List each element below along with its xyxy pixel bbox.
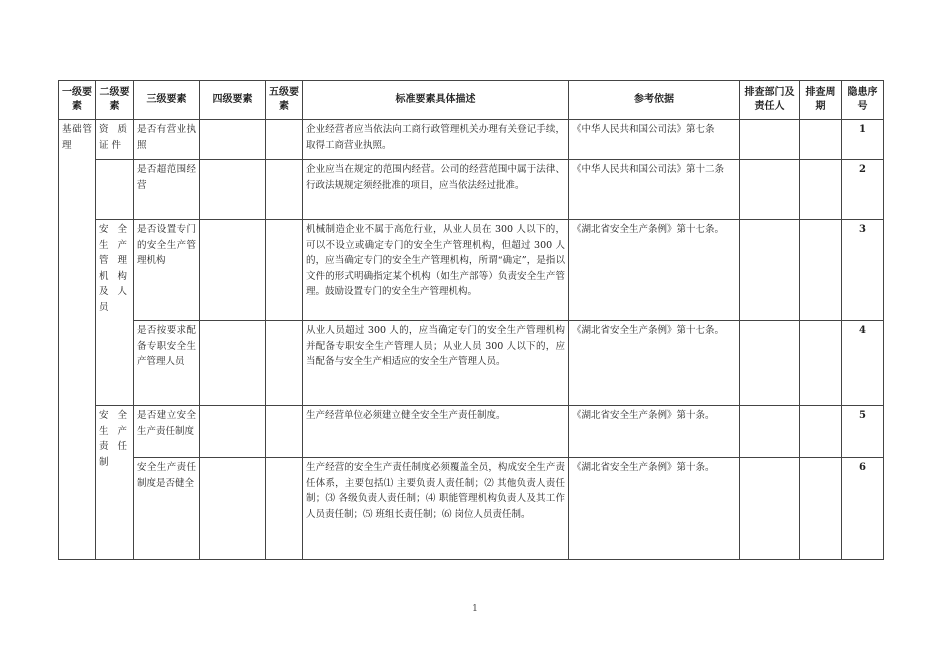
department-cell — [740, 458, 800, 560]
department-cell — [740, 220, 800, 321]
level5-cell — [266, 120, 303, 160]
reference-cell: 《湖北省安全生产条例》第十条。 — [569, 458, 740, 560]
sequence-cell: 4 — [842, 321, 884, 406]
table-row — [59, 458, 884, 560]
cycle-cell — [800, 458, 842, 560]
header-level2: 二级要素 — [96, 81, 134, 120]
level3-cell: 是否超范围经营 — [134, 160, 200, 220]
level5-cell — [266, 406, 303, 458]
level4-cell — [200, 321, 266, 406]
reference-cell: 《中华人民共和国公司法》第七条 — [569, 120, 740, 160]
header-cycle: 排查周期 — [800, 81, 842, 120]
level2-qualification: 资质证件 — [96, 120, 134, 160]
sequence-cell: 1 — [842, 120, 884, 160]
cycle-cell — [800, 321, 842, 406]
header-row — [59, 81, 884, 120]
description-cell: 企业经营者应当依法向工商行政管理机关办理有关登记手续，取得工商营业执照。 — [303, 120, 569, 160]
level3-cell: 是否按要求配备专职安全生产管理人员 — [134, 321, 200, 406]
header-level4: 四级要素 — [200, 81, 266, 120]
level3-cell: 是否建立安全生产责任制度 — [134, 406, 200, 458]
header-level1: 一级要素 — [59, 81, 96, 120]
level5-cell — [266, 160, 303, 220]
description-cell: 机械制造企业不属于高危行业，从业人员在 300 人以下的，可以不设立或确定专门的安全生产管理机构，但超过 300 人的，应当确定专门的安全生产管理机构，所谓“确定”，是指以文件的形式明确指定某个机构（如生产部等）负责安全生产管理。鼓励设置专门的安全生产管理机构。 — [303, 220, 569, 321]
hazard-checklist-table — [58, 80, 884, 560]
table-row — [59, 120, 884, 160]
sequence-cell: 5 — [842, 406, 884, 458]
reference-cell: 《湖北省安全生产条例》第十七条。 — [569, 321, 740, 406]
header-department: 排查部门及责任人 — [740, 81, 800, 120]
table-row — [59, 321, 884, 406]
table-row — [59, 160, 884, 220]
level3-cell: 是否有营业执照 — [134, 120, 200, 160]
page-number: 1 — [472, 604, 478, 614]
description-cell: 生产经营的安全生产责任制度必须覆盖全员，构成安全生产责任体系，主要包括⑴ 主要负责人责任制；⑵ 其他负责人责任制；⑶ 各级负责人责任制；⑷ 职能管理机构负责人及其工作人员责任制；⑸ 班组长责任制；⑹ 岗位人员责任制。 — [303, 458, 569, 560]
level4-cell — [200, 220, 266, 321]
level3-cell: 是否设置专门的安全生产管理机构 — [134, 220, 200, 321]
sequence-cell: 2 — [842, 160, 884, 220]
department-cell — [740, 406, 800, 458]
level2-safety-organization: 安全生产管理机构及人员 — [96, 220, 134, 406]
reference-cell: 《中华人民共和国公司法》第十二条 — [569, 160, 740, 220]
level3-cell: 安全生产责任制度是否健全 — [134, 458, 200, 560]
level1-basic-management: 基础管理 — [59, 120, 96, 560]
table-row — [59, 220, 884, 321]
level4-cell — [200, 458, 266, 560]
level5-cell — [266, 321, 303, 406]
reference-cell: 《湖北省安全生产条例》第十七条。 — [569, 220, 740, 321]
level2-responsibility-system: 安全生产责任制 — [96, 406, 134, 560]
cycle-cell — [800, 406, 842, 458]
level5-cell — [266, 220, 303, 321]
cycle-cell — [800, 120, 842, 160]
sequence-cell: 3 — [842, 220, 884, 321]
department-cell — [740, 160, 800, 220]
header-sequence: 隐患序号 — [842, 81, 884, 120]
sequence-cell: 6 — [842, 458, 884, 560]
level2-empty-cell — [96, 160, 134, 220]
cycle-cell — [800, 220, 842, 321]
description-cell: 企业应当在规定的范围内经营。公司的经营范围中属于法律、行政法规规定须经批准的项目，应当依法经过批准。 — [303, 160, 569, 220]
level4-cell — [200, 406, 266, 458]
header-reference: 参考依据 — [569, 81, 740, 120]
department-cell — [740, 321, 800, 406]
table-row — [59, 406, 884, 458]
department-cell — [740, 120, 800, 160]
header-level3: 三级要素 — [134, 81, 200, 120]
description-cell: 生产经营单位必须建立健全安全生产责任制度。 — [303, 406, 569, 458]
level4-cell — [200, 120, 266, 160]
level5-cell — [266, 458, 303, 560]
header-description: 标准要素具体描述 — [303, 81, 569, 120]
level4-cell — [200, 160, 266, 220]
reference-cell: 《湖北省安全生产条例》第十条。 — [569, 406, 740, 458]
description-cell: 从业人员超过 300 人的，应当确定专门的安全生产管理机构并配备专职安全生产管理人员；从业人员 300 人以下的，应当配备与安全生产相适应的安全生产管理人员。 — [303, 321, 569, 406]
header-level5: 五级要素 — [266, 81, 303, 120]
cycle-cell — [800, 160, 842, 220]
